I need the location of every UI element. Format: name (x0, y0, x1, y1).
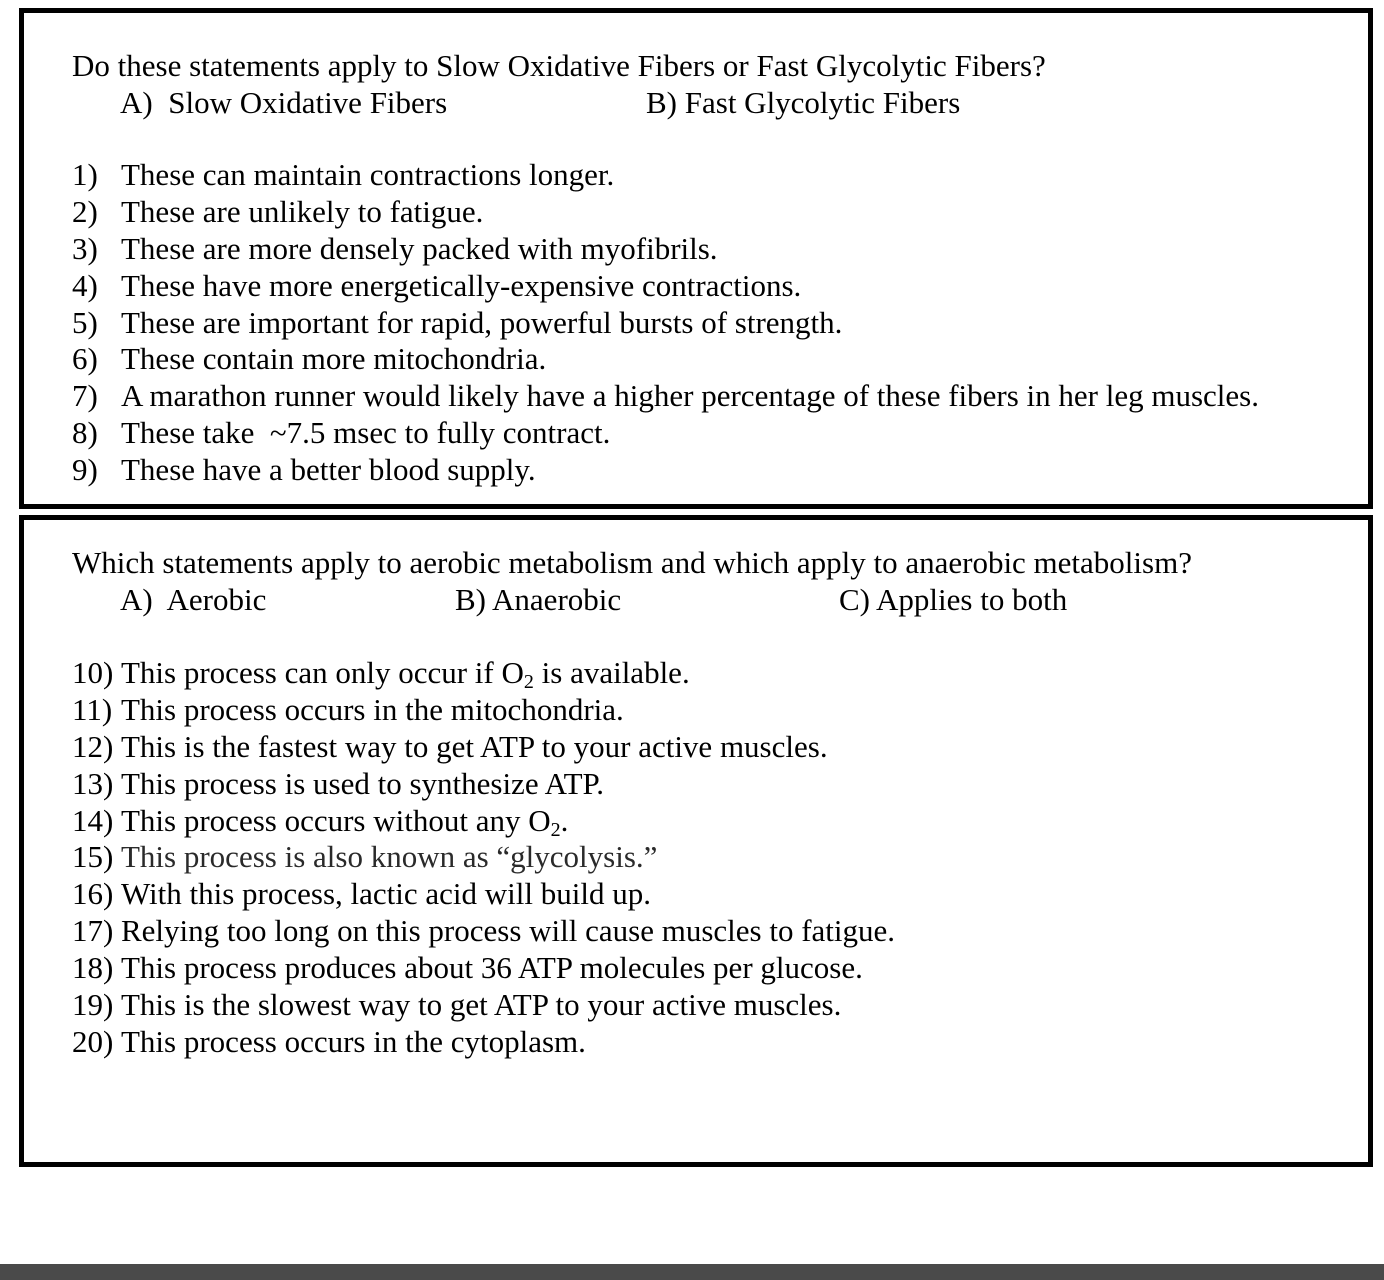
list-item (72, 378, 1259, 415)
item-number: 9) (72, 452, 98, 488)
item-number: 5) (72, 304, 98, 340)
item-text: This is the slowest way to get ATP to your active muscles. (121, 987, 842, 1023)
list-item (72, 839, 895, 876)
item-text: This process is used to synthesize ATP. (121, 765, 605, 801)
item-number: 13) (72, 765, 114, 801)
question-title: Do these statements apply to Slow Oxidative Fibers or Fast Glycolytic Fibers? (72, 48, 1046, 83)
list-item (72, 950, 895, 987)
statement-list (72, 655, 895, 1061)
item-number: 11) (72, 691, 113, 727)
item-text: This process occurs in the mitochondria. (121, 691, 624, 727)
item-text: Relying too long on this process will cause muscles to fatigue. (121, 913, 896, 949)
item-text: This process produces about 36 ATP molecules per glucose. (121, 950, 863, 986)
question-box-muscle-fibers (19, 8, 1373, 509)
item-text: With this process, lactic acid will build up. (121, 876, 651, 912)
list-item (72, 876, 895, 913)
item-text: A marathon runner would likely have a higher percentage of these fibers in her leg muscles. (121, 378, 1259, 414)
item-text: This is the fastest way to get ATP to your active muscles. (121, 728, 828, 764)
choice-a: A) Slow Oxidative Fibers (120, 85, 448, 120)
list-item (72, 987, 895, 1024)
item-number: 4) (72, 267, 98, 303)
item-number: 20) (72, 1023, 114, 1059)
choice-b: B) Fast Glycolytic Fibers (646, 85, 961, 120)
item-number: 16) (72, 876, 114, 912)
item-number: 1) (72, 157, 98, 192)
item-number: 12) (72, 728, 114, 764)
choice-a: A) Aerobic (120, 582, 267, 617)
item-text: This process occurs without any $O_2$. (121, 802, 569, 841)
item-number: 19) (72, 987, 114, 1023)
item-number: 2) (72, 193, 98, 229)
list-item (72, 913, 895, 950)
item-text: This process occurs in the cytoplasm. (121, 1023, 586, 1059)
item-text: These contain more mitochondria. (121, 341, 547, 377)
choice-b: B) Anaerobic (455, 582, 622, 617)
list-item (72, 766, 895, 803)
item-number: 6) (72, 341, 98, 377)
item-number: 15) (72, 839, 114, 875)
item-text: These take ~7.5 msec to fully contract. (121, 415, 611, 451)
list-item (72, 729, 895, 766)
list-item (72, 1024, 895, 1061)
statement-list (72, 157, 1259, 489)
item-number: 10) (72, 655, 114, 690)
item-number: 14) (72, 802, 114, 838)
item-text: These are important for rapid, powerful bursts of strength. (121, 304, 843, 340)
list-item (72, 194, 1259, 231)
item-text: These are unlikely to fatigue. (121, 193, 484, 229)
list-item (72, 268, 1259, 305)
list-item (72, 692, 895, 729)
list-item (72, 655, 895, 692)
item-number: 7) (72, 378, 98, 414)
list-item (72, 415, 1259, 452)
item-number: 3) (72, 230, 98, 266)
item-number: 8) (72, 415, 98, 451)
question-box-metabolism (19, 515, 1373, 1167)
list-item (72, 341, 1259, 378)
item-text: This process is also known as “glycolysis.” (121, 839, 658, 875)
choice-c: C) Applies to both (839, 582, 1068, 617)
list-item (72, 305, 1259, 342)
item-text: These are more densely packed with myofibrils. (121, 230, 718, 266)
list-item (72, 157, 1259, 194)
item-text: These have more energetically-expensive contractions. (121, 267, 802, 303)
list-item (72, 452, 1259, 489)
list-item (72, 803, 895, 840)
item-text: These have a better blood supply. (121, 452, 536, 488)
item-number: 17) (72, 913, 114, 949)
item-number: 18) (72, 950, 114, 986)
question-title: Which statements apply to aerobic metabolism and which apply to anaerobic metabolism? (72, 545, 1192, 580)
item-text: This process can only occur if $O_2$ is available. (121, 655, 690, 693)
list-item (72, 231, 1259, 268)
window-bottom-bar (0, 1264, 1384, 1280)
item-text: These can maintain contractions longer. (121, 157, 615, 192)
